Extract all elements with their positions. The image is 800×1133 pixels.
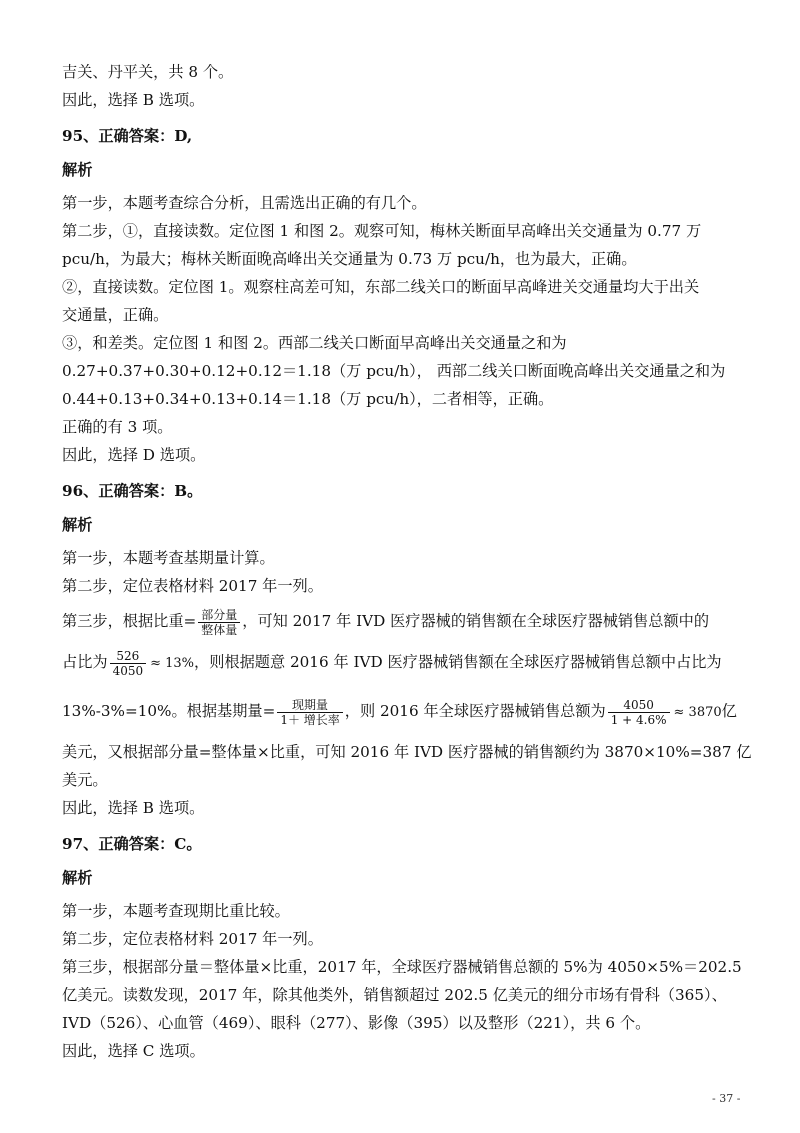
- base-period-formula: [277, 698, 342, 727]
- text-line: 亿美元。读数发现，2017 年，除其他类外，销售额超过 202.5 亿美元的细分市场有骨科（365）、: [62, 986, 727, 1004]
- formula-approx: ≈ 3870: [673, 705, 722, 720]
- share-formula: [110, 649, 147, 678]
- text-line-with-formula: [62, 645, 752, 679]
- total-formula: [608, 698, 670, 727]
- text-line: ③，和差类。定位图 1 和图 2。西部二线关口断面早高峰出关交通量之和为: [62, 334, 567, 352]
- formula-denominator: 4050: [112, 663, 144, 678]
- text-fragment: 第三步，根据比重=: [62, 612, 197, 630]
- text-line: 第一步，本题考查现期比重比较。: [62, 902, 290, 920]
- text-line: ②，直接读数。定位图 1。观察柱高差可知，东部二线关口的断面早高峰进关交通量均大于出关: [62, 278, 700, 296]
- text-fragment: ，则 2016 年全球医疗器械销售总额为: [344, 702, 606, 720]
- text-line: 交通量，正确。: [62, 306, 169, 324]
- text-fragment: ，则根据题意 2016 年 IVD 医疗器械销售额在全球医疗器械销售总额中占比为: [194, 653, 722, 671]
- formula-numerator: 部分量: [198, 608, 240, 623]
- formula-approx: ≈ 13%: [150, 656, 195, 671]
- text-line: 因此，选择 B 选项。: [62, 91, 205, 109]
- text-line: IVD（526）、心血管（469）、眼科（277）、影像（395）以及整形（221），共 6 个。: [62, 1014, 651, 1032]
- text-line: 第二步，定位表格材料 2017 年一列。: [62, 930, 323, 948]
- text-line: 吉关、丹平关，共 8 个。: [62, 63, 234, 81]
- text-line: 因此，选择 C 选项。: [62, 1042, 205, 1060]
- page-number: - 37 -: [712, 1092, 741, 1105]
- text-line: 美元，又根据部分量=整体量×比重，可知 2016 年 IVD 医疗器械的销售额约为 3870×10%=387 亿: [62, 743, 752, 761]
- analysis-heading-97: 解析: [62, 869, 93, 887]
- text-line: 0.27+0.37+0.30+0.12+0.12＝1.18（万 pcu/h）， 西部二线关口断面晚高峰出关交通量之和为: [62, 362, 726, 380]
- answer-heading-96: 96、正确答案：B。: [62, 482, 203, 500]
- text-fragment: 13%-3%=10%。根据基期量=: [62, 702, 276, 720]
- text-fragment: 占比为: [62, 653, 108, 671]
- ratio-formula: [198, 608, 240, 637]
- text-line: 因此，选择 B 选项。: [62, 799, 205, 817]
- formula-numerator: 526: [110, 649, 147, 664]
- text-line: 第二步，①，直接读数。定位图 1 和图 2。观察可知，梅林关断面早高峰出关交通量为 0.77 万: [62, 222, 702, 240]
- analysis-heading-96: 解析: [62, 516, 93, 534]
- analysis-heading-95: 解析: [62, 161, 93, 179]
- formula-denominator: 1＋ 增长率: [280, 712, 340, 727]
- answer-heading-97: 97、正确答案：C。: [62, 835, 202, 853]
- text-line: 0.44+0.13+0.34+0.13+0.14＝1.18（万 pcu/h），二者相等，正确。: [62, 390, 554, 408]
- text-line: 第三步，根据部分量＝整体量×比重，2017 年，全球医疗器械销售总额的 5%为 4050×5%＝202.5: [62, 958, 742, 976]
- text-line: pcu/h，为最大；梅林关断面晚高峰出关交通量为 0.73 万 pcu/h，也为最大，正确。: [62, 250, 637, 268]
- text-fragment: 亿: [721, 702, 737, 720]
- text-line-with-formula: [62, 604, 752, 638]
- text-line: 正确的有 3 项。: [62, 418, 173, 436]
- answer-heading-95: 95、正确答案：D,: [62, 127, 193, 145]
- text-line: 第一步，本题考查基期量计算。: [62, 549, 275, 567]
- text-line: 美元。: [62, 771, 108, 789]
- formula-denominator: 整体量: [201, 622, 238, 637]
- text-line: 因此，选择 D 选项。: [62, 446, 206, 464]
- formula-denominator: 1 + 4.6%: [610, 712, 667, 727]
- formula-numerator: 现期量: [277, 698, 342, 713]
- text-fragment: ，可知 2017 年 IVD 医疗器械的销售额在全球医疗器械销售总额中的: [242, 612, 710, 630]
- text-line-with-formula: [62, 694, 752, 728]
- text-line: 第一步，本题考查综合分析，且需选出正确的有几个。: [62, 194, 427, 212]
- formula-numerator: 4050: [608, 698, 670, 713]
- text-line: 第二步，定位表格材料 2017 年一列。: [62, 577, 323, 595]
